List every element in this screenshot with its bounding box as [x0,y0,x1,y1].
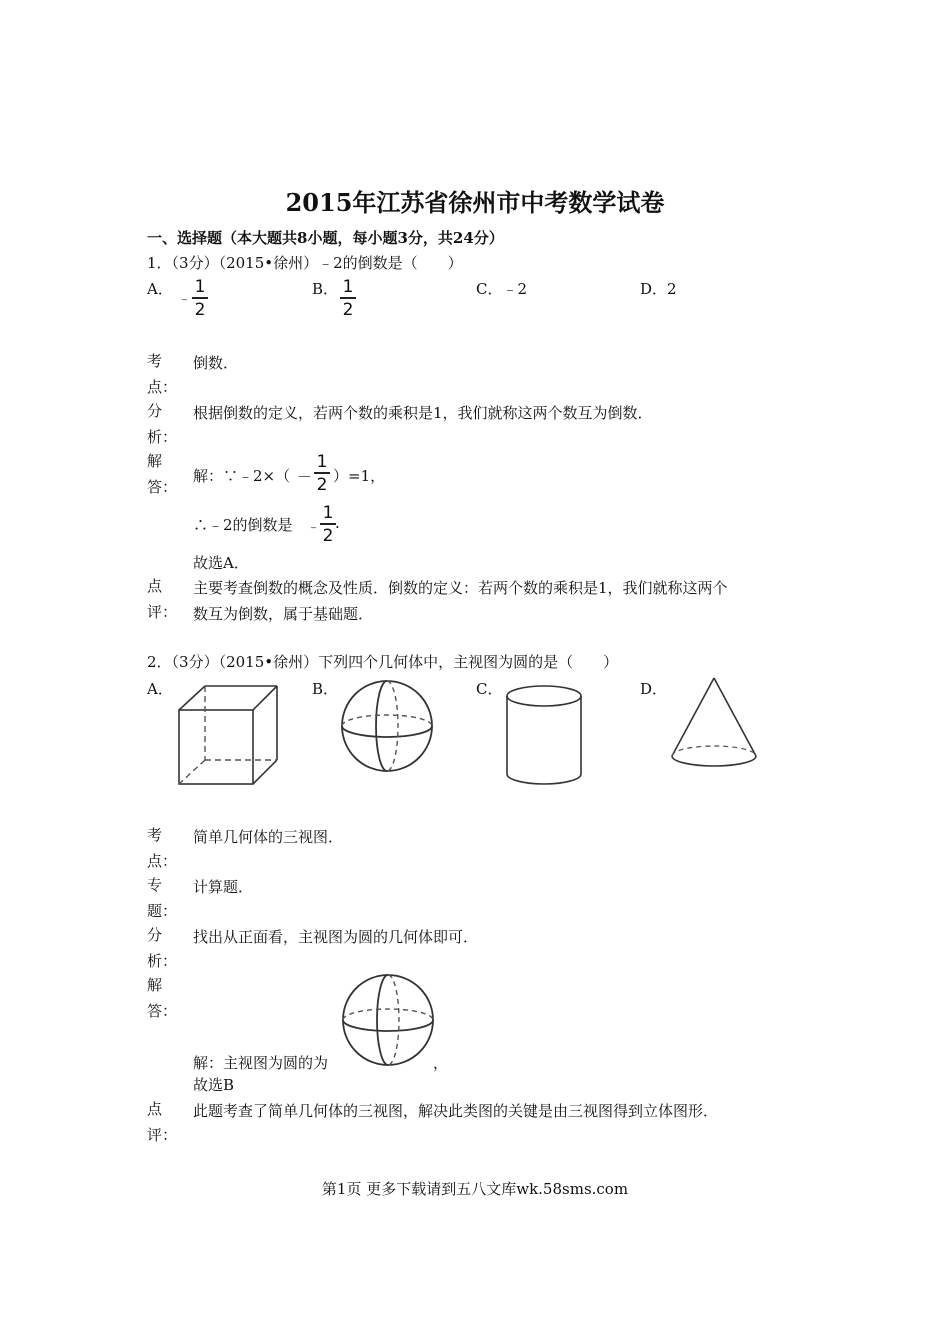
q1-fenxi-label-1: 分 [147,402,163,420]
q1-jie-line2-b: . [335,514,340,532]
q1-dianping-label-1: 点 [147,577,163,595]
q2-dianping-text: 此题考查了简单几何体的三视图，解决此类图的关键是由三视图得到立体图形． [193,1102,719,1120]
q2-dianping-label-1: 点 [147,1100,163,1118]
q1-fenxi-label-2: 析： [147,428,178,446]
fraction-numerator: 1 [194,277,206,297]
q1-option-b-label: B． [312,280,339,298]
q1-kaodian-label-2: 点： [147,378,178,396]
cube-figure [176,684,280,788]
q1-option-a-label: A． [147,280,173,298]
q1-option-c: C．﹣2 [476,280,528,298]
q2-jie-line1-a: 解：主视图为圆的为 [193,1054,329,1072]
q1-jie-line2-sign: ﹣ [307,520,321,535]
q2-fenxi-text: 找出从正面看，主视图为圆的几何体即可． [193,928,479,946]
page-footer: 第1页 更多下载请到五八文库wk.58sms.com [321,1180,629,1198]
fraction-denominator: 2 [342,299,354,320]
q1-dianping-label-2: 评： [147,603,178,621]
q1-option-b-fraction [340,277,356,321]
q1-jie-line1-fraction [314,452,330,496]
q1-kaodian-label-1: 考 [147,352,163,370]
q2-option-d-label: D． [640,680,668,698]
fraction-numerator: 1 [342,277,354,297]
q1-jie-line2-a: ∴﹣2的倒数是 [193,516,293,534]
q2-stem: 2．（3分）（2015•徐州）下列四个几何体中，主视图为圆的是（ ） [147,653,619,671]
fraction-numerator: 1 [316,452,328,472]
sphere-figure [339,678,435,774]
cone-figure [669,676,759,772]
q1-dianping-line2: 数互为倒数，属于基础题． [193,605,374,623]
q1-option-a-sign: ﹣ [178,292,192,307]
q2-option-b-label: B． [312,680,339,698]
q2-fenxi-label-2: 析： [147,952,178,970]
q2-jie-line2: 故选B [193,1076,235,1094]
q2-dianping-label-2: 评： [147,1126,178,1144]
answer-sphere-figure [340,972,436,1068]
q1-jieda-label-1: 解 [147,452,163,470]
q1-dianping-line1: 主要考查倒数的概念及性质．倒数的定义：若两个数的乘积是1，我们就称这两个 [193,579,728,597]
q2-fenxi-label-1: 分 [147,926,163,944]
q2-kaodian-label-1: 考 [147,826,163,844]
q2-kaodian-label-2: 点： [147,852,178,870]
q1-option-a-fraction [192,277,208,321]
q2-jieda-label-2: 答： [147,1002,178,1020]
q1-kaodian-text: 倒数． [193,354,239,372]
q2-option-a-label: A． [147,680,173,698]
q1-jie-line1-sign: － [297,468,313,486]
q2-zhuanti-label-1: 专 [147,876,163,894]
q2-option-c-label: C． [476,680,503,698]
cylinder-figure [504,684,584,786]
q2-zhuanti-text: 计算题． [193,878,254,896]
q2-jie-line1-b: ， [433,1054,449,1072]
page-title: 2015年江苏省徐州市中考数学试卷 [285,188,665,217]
q2-jieda-label-1: 解 [147,976,163,994]
fraction-numerator: 1 [322,503,334,523]
section-heading: 一、选择题（本大题共8小题，每小题3分，共24分） [147,229,504,247]
fraction-denominator: 2 [194,299,206,320]
q1-jie-line1-a: 解：∵﹣2×（ [193,467,291,485]
fraction-denominator: 2 [316,474,328,495]
q1-jie-line3: 故选A． [193,554,249,572]
q2-zhuanti-label-2: 题： [147,902,178,920]
q1-fenxi-text: 根据倒数的定义，若两个数的乘积是1，我们就称这两个数互为倒数． [193,404,653,422]
fraction-denominator: 2 [322,525,334,546]
q1-jieda-label-2: 答： [147,478,178,496]
q1-jie-line1-b: ）=1， [333,467,386,485]
q1-option-d: D．2 [640,280,677,298]
q1-stem: 1．（3分）（2015•徐州）﹣2的倒数是（ ） [147,254,463,272]
q2-kaodian-text: 简单几何体的三视图． [193,828,344,846]
q1-jie-line2-fraction [320,503,336,547]
